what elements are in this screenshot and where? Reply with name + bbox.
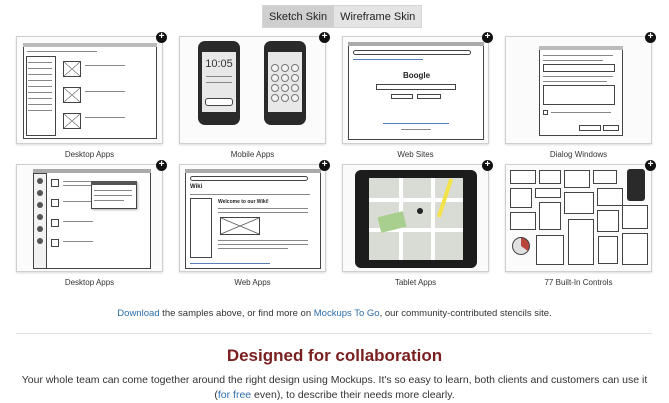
collab-text-start: Your whole team can come together around the right design using Mockups. It's so easy to learn, both clients and customers can use it ( [21, 374, 648, 401]
section-divider [16, 333, 652, 334]
lock-clock: 10:05 [205, 58, 233, 70]
wiki-title: Wiki [190, 184, 203, 190]
tab-sketch-skin[interactable]: Sketch Skin [263, 6, 333, 27]
built-in-controls-thumbnail[interactable] [505, 164, 652, 272]
caption-web-apps: Web Apps [234, 278, 271, 287]
caption-built-in-controls: 77 Built-In Controls [544, 278, 613, 287]
tab-wireframe-skin[interactable]: Wireframe Skin [333, 6, 421, 27]
sample-dialog-windows[interactable] [505, 31, 654, 159]
collab-text-end: even), to describe their needs more clearly. [251, 389, 455, 401]
caption-dialog-windows: Dialog Windows [549, 150, 608, 159]
add-icon[interactable]: + [482, 160, 493, 171]
sample-built-in-controls[interactable] [505, 159, 654, 287]
desktop-apps-thumbnail[interactable] [16, 36, 163, 144]
caption-tablet-apps: Tablet Apps [394, 278, 437, 287]
add-icon[interactable]: + [319, 32, 330, 43]
download-link[interactable]: Download [117, 308, 160, 319]
add-icon[interactable]: + [645, 32, 656, 43]
sample-mobile-apps[interactable] [179, 31, 328, 159]
skin-tabs [262, 5, 422, 28]
caption-mobile-apps: Mobile Apps [230, 150, 275, 159]
caption-desktop-apps: Desktop Apps [64, 150, 115, 159]
collab-paragraph [20, 373, 649, 403]
download-middle-text: the samples above, or find more on [159, 308, 314, 319]
tablet-device [355, 170, 477, 268]
download-end-text: , our community-contributed stencils site. [379, 308, 552, 319]
phone-keypad [264, 41, 306, 125]
boogle-logo: Boogle [402, 71, 431, 80]
add-icon[interactable]: + [319, 160, 330, 171]
caption-web-sites: Web Sites [397, 150, 434, 159]
map-view [369, 178, 463, 260]
web-sites-thumbnail[interactable] [342, 36, 489, 144]
wiki-welcome: Welcome to our Wiki! [218, 199, 269, 205]
download-sentence [0, 308, 669, 319]
add-icon[interactable]: + [482, 32, 493, 43]
mobile-apps-thumbnail[interactable] [179, 36, 326, 144]
sample-web-apps[interactable] [179, 159, 328, 287]
pie-chart-icon [512, 237, 530, 255]
web-apps-thumbnail[interactable] [179, 164, 326, 272]
sample-desktop-apps-2[interactable] [16, 159, 165, 287]
caption-desktop-apps-2: Desktop Apps [64, 278, 115, 287]
collab-headline: Designed for collaboration [226, 346, 443, 365]
phone-lockscreen [198, 41, 240, 125]
add-icon[interactable]: + [156, 160, 167, 171]
sample-desktop-apps[interactable] [16, 31, 165, 159]
dialog-windows-thumbnail[interactable] [505, 36, 652, 144]
desktop-apps-2-thumbnail[interactable] [16, 164, 163, 272]
add-icon[interactable]: + [645, 160, 656, 171]
sample-tablet-apps[interactable] [342, 159, 491, 287]
tablet-apps-thumbnail[interactable] [342, 164, 489, 272]
sample-web-sites[interactable] [342, 31, 491, 159]
add-icon[interactable]: + [156, 32, 167, 43]
mockups-to-go-link[interactable]: Mockups To Go [313, 308, 380, 319]
for-free-link[interactable]: for free [217, 389, 252, 401]
